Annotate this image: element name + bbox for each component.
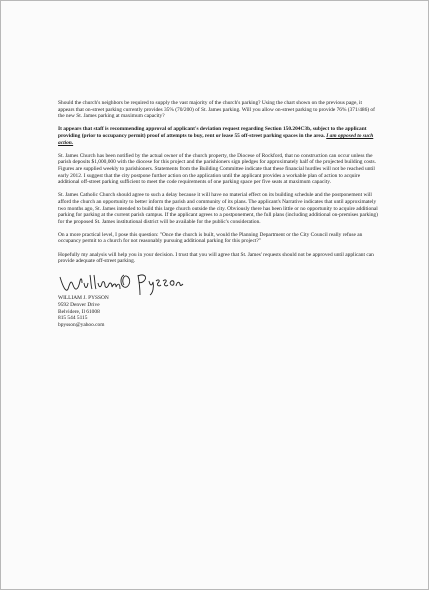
paragraph-closing: Hopefully my analysis will help you in your decision. I trust that you will agree that St. James' requests should not be approved until applicant can provide adequate off-street parking. [58, 251, 374, 265]
sender-address [58, 295, 109, 328]
sender-name: WILLIAM J. PYSSON [58, 295, 109, 302]
sender-city: Belvidere, Il 61008 [58, 308, 100, 315]
opposition-statement: I am opposed to such action. [58, 132, 374, 146]
paragraph-practical-question: On a more practical level, I pose this question: "Once the church is built, would the Planning Department or the City Council really refuse an occupancy permit to a church for not reasonably pursuing additional parking for this project?" [58, 231, 363, 245]
paragraph-delay-request: St. James Catholic Church should agree to such a delay because it will have no material effect on its building schedule and the postponement will afford the church an opportunity to better inform the parish and community of its plans. The applicant's Narrative indicates that until approximately two months ago, St. James intended to build this large church outside the city. Obviously there has been little or no opportunity to acquire additional parking for parking at the current parish campus. If the applicant agrees to a postponement, the full plans (including additional on-premises parking) for the proposed St. James institutional district will be available for the public's consideration. [58, 192, 378, 225]
letter-body [58, 100, 378, 353]
handwritten-signature [58, 271, 198, 297]
signature-block [58, 271, 378, 353]
paragraph-diocese-notice: St. James Church has been notified by the actual owner of the church property, the Diocese of Rockford, that no construction can occur unless the parish deposits $1,000,000 with the diocese for this project and the parishioners sign pledges for approximately half of the projected building costs. Figures are supplied weekly to parishioners. Statements from the Building Committee indicate that these financial hurdles will not be reached until early 2012. I suggest that the city postpone further action on the application until the applicant provides a workable plan of action to acquire additional off-street parking sufficient to meet the code requirements of one parking space per five seats at maximum capacity. [58, 152, 376, 186]
paragraph-staff-recommendation [58, 126, 378, 146]
paragraph-parking-question: Should the church's neighbors be required to supply the vast majority of the church's parking? Using the chart shown on the previous page, it appears that on-street parking currently provides 35% (70/200) of St. James parking. Will you allow on-street parking to provide 76% (371/486) of the new St. James parking at maximum capacity? [58, 100, 375, 120]
recommendation-text: It appears that staff is recommending approval of applicant's deviation request regarding Section 150.204C3b, subject to the applicant providing (prior to occupancy permit) proof of attempts to buy, rent or lease 55 off-street parking spaces in the area. [58, 126, 367, 139]
sender-email: bpysson@yahoo.com [58, 321, 105, 328]
sender-phone: 815 544 5115 [58, 315, 88, 322]
sender-street: 9592 Denver Drive [58, 302, 100, 309]
